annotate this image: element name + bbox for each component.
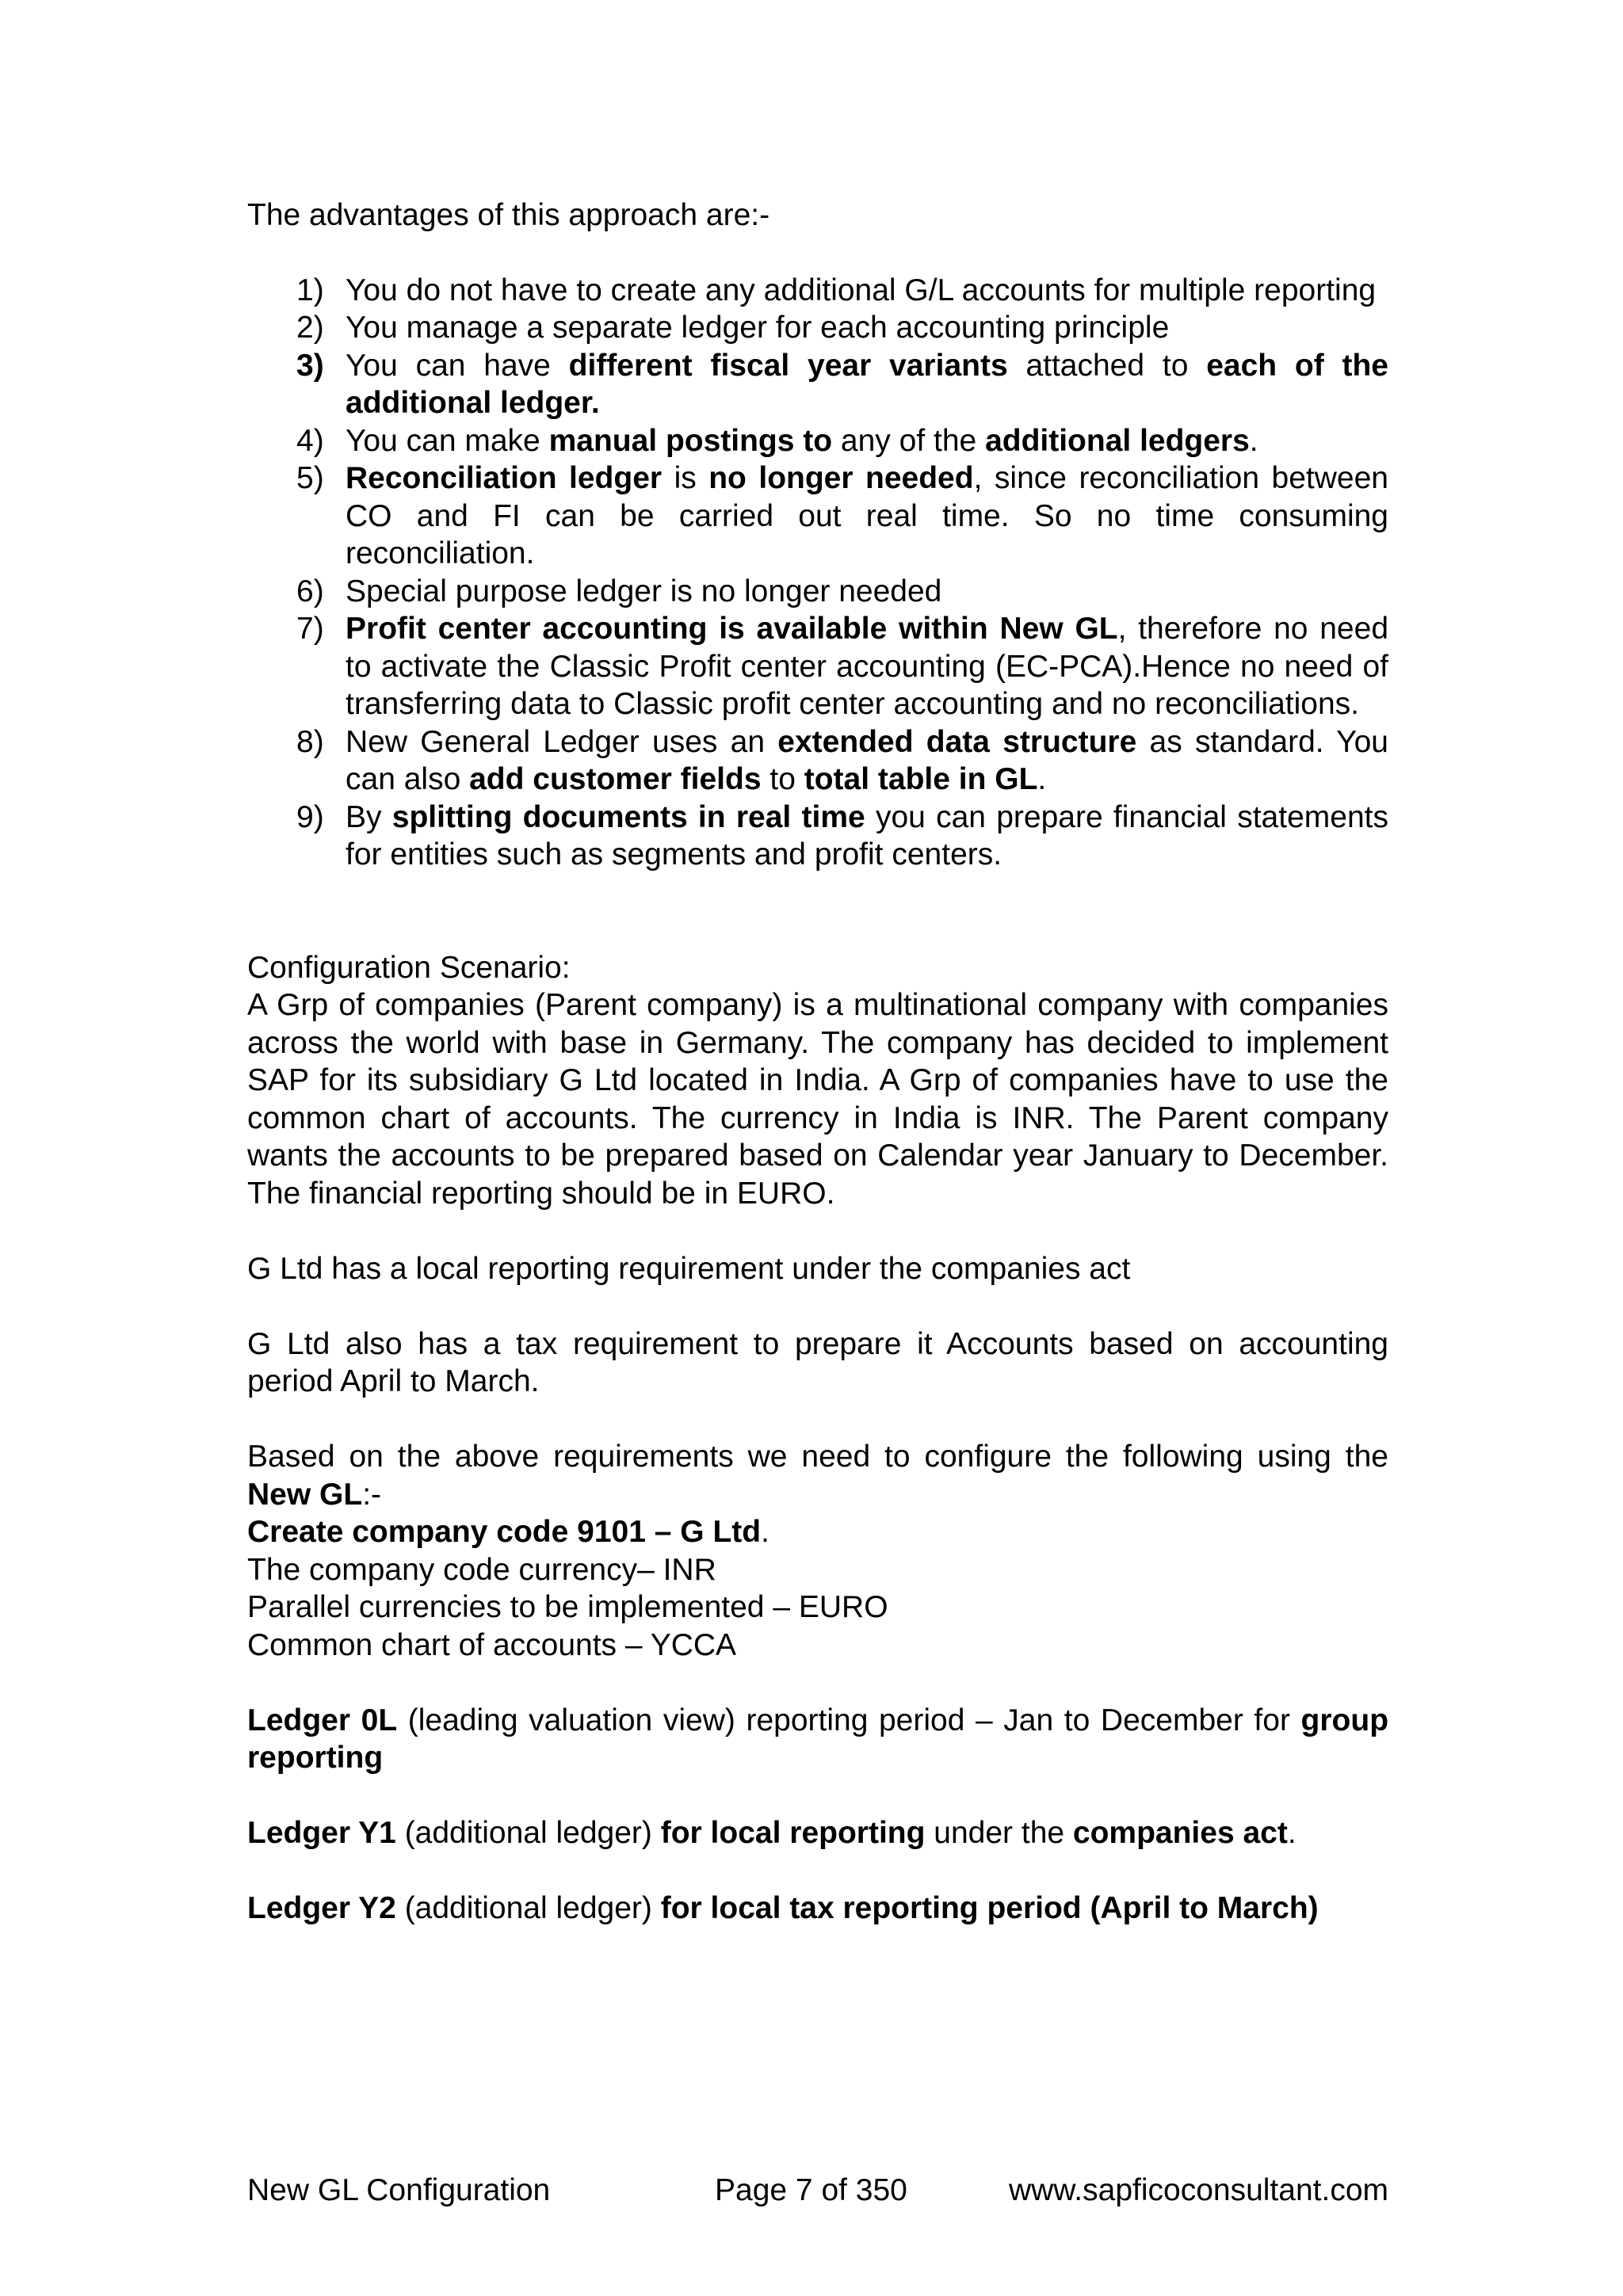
ledger-y1-purpose: for local reporting: [660, 1816, 926, 1850]
parallel-currency-line: Parallel currencies to be implemented – EURO: [247, 1590, 888, 1624]
new-gl-label: New GL: [247, 1477, 363, 1512]
requirements-suffix: :-: [362, 1477, 382, 1512]
local-reporting-paragraph: G Ltd has a local reporting requirement under the companies act: [247, 1251, 1131, 1286]
advantage-emphasis: different fiscal year variants: [568, 348, 1008, 383]
advantage-text: , therefore no need to activate the Classic Profit center accounting (EC-PCA).Hence no need of transferring data to Classic profit center accounting and no reconciliations.: [346, 612, 1389, 721]
advantage-emphasis: total table in GL: [804, 762, 1038, 796]
ledger-y1-act: companies act: [1072, 1816, 1288, 1850]
page-content: [247, 196, 1388, 1928]
advantage-emphasis: splitting documents in real time: [391, 799, 865, 834]
advantage-number: 3): [296, 348, 324, 383]
advantage-text: Special purpose ledger is no longer needed: [346, 574, 942, 608]
advantage-text: you can prepare financial statements for entities such as segments and profit centers.: [346, 799, 1388, 871]
advantage-text: any of the: [832, 423, 986, 458]
advantages-list: [247, 272, 1388, 874]
ledger-0l-text: (leading valuation view) reporting period – Jan to December for: [397, 1703, 1301, 1737]
advantage-text: , since reconciliation between CO and FI can be carried out real time. So no time consuming reconciliation.: [346, 461, 1388, 570]
requirements-text: Based on the above requirements we need to configure the following using the: [247, 1440, 1388, 1474]
advantage-text: You can have: [346, 348, 569, 383]
advantage-emphasis: Profit center accounting is available within New GL: [346, 612, 1118, 646]
advantage-text: .: [1037, 762, 1047, 796]
advantages-intro: The advantages of this approach are:-: [247, 198, 770, 232]
advantage-text: New General Ledger uses an: [346, 724, 778, 759]
advantage-number: 5): [296, 461, 324, 495]
advantage-item: [247, 309, 1388, 347]
ledger-y2-label: Ledger Y2: [247, 1891, 396, 1925]
advantage-emphasis: extended data structure: [777, 724, 1137, 759]
ledger-y2-paragraph: [247, 1890, 1388, 1928]
ledger-y1-paragraph: [247, 1814, 1388, 1852]
create-company-code-text: Create company code 9101 – G Ltd: [247, 1515, 762, 1549]
advantage-text: to: [761, 762, 804, 796]
advantage-number: 7): [296, 612, 324, 646]
tax-requirement-paragraph: G Ltd also has a tax requirement to prepare it Accounts based on accounting period April to March.: [247, 1326, 1388, 1398]
advantage-text: You can make: [346, 423, 549, 458]
advantage-text: You do not have to create any additional G/L accounts for multiple reporting: [346, 273, 1377, 307]
advantage-emphasis: each of the additional ledger.: [346, 348, 1388, 420]
footer-title: New GL Configuration: [247, 2173, 551, 2207]
advantage-number: 4): [296, 423, 324, 458]
create-company-code-period: .: [761, 1515, 769, 1549]
advantage-text: is: [662, 461, 709, 495]
advantage-item: [247, 272, 1388, 310]
advantage-text: You manage a separate ledger for each accounting principle: [346, 311, 1170, 345]
advantage-number: 9): [296, 799, 324, 834]
footer-website: www.sapficoconsultant.com: [1008, 2173, 1388, 2207]
chart-of-accounts-line: Common chart of accounts – YCCA: [247, 1627, 737, 1662]
page-footer: [247, 2172, 1388, 2210]
advantage-item: [247, 723, 1388, 799]
ledger-y1-period: .: [1287, 1816, 1296, 1850]
advantage-number: 1): [296, 273, 324, 307]
advantage-item: [247, 610, 1388, 723]
advantage-item: [247, 460, 1388, 573]
advantage-emphasis: additional ledgers: [985, 423, 1250, 458]
advantage-item: [247, 422, 1388, 460]
advantage-item: [247, 347, 1388, 422]
ledger-y1-text-2: under the: [925, 1816, 1073, 1850]
ledger-y1-label: Ledger Y1: [247, 1816, 396, 1850]
advantage-number: 6): [296, 574, 324, 608]
create-company-code-line: [247, 1513, 1388, 1551]
ledger-0l-purpose: group reporting: [247, 1703, 1389, 1775]
ledger-0l-paragraph: [247, 1702, 1388, 1777]
ledger-y2-purpose: for local tax reporting period (April to March): [660, 1891, 1319, 1925]
ledger-y1-text: (additional ledger): [395, 1816, 661, 1850]
scenario-heading: Configuration Scenario:: [247, 950, 571, 985]
advantage-text: .: [1249, 423, 1258, 458]
advantage-emphasis: no longer needed: [708, 461, 974, 495]
scenario-paragraph: A Grp of companies (Parent company) is a multinational company with companies across the world with base in Germany. The company has decided to implement SAP for its subsidiary G Ltd located in India. A Grp of companies have to use the common chart of accounts. The currency in India is INR. The Parent company wants the accounts to be prepared based on Calendar year January to December. The financial reporting should be in EURO.: [247, 988, 1388, 1211]
advantage-item: [247, 573, 1388, 611]
ledger-0l-label: Ledger 0L: [247, 1703, 398, 1737]
advantage-item: [247, 799, 1388, 874]
advantage-emphasis: Reconciliation ledger: [346, 461, 663, 495]
requirements-paragraph: [247, 1438, 1388, 1513]
advantage-text: By: [346, 799, 392, 834]
advantage-number: 8): [296, 724, 324, 759]
advantage-text: attached to: [1007, 348, 1207, 383]
advantage-number: 2): [296, 311, 324, 345]
company-code-currency-line: The company code currency– INR: [247, 1552, 716, 1587]
advantage-text: as standard. You can also: [346, 724, 1388, 796]
footer-page-number: Page 7 of 350: [715, 2173, 907, 2207]
advantage-emphasis: manual postings to: [548, 423, 833, 458]
advantage-emphasis: add customer fields: [469, 762, 762, 796]
ledger-y2-text: (additional ledger): [395, 1891, 661, 1925]
